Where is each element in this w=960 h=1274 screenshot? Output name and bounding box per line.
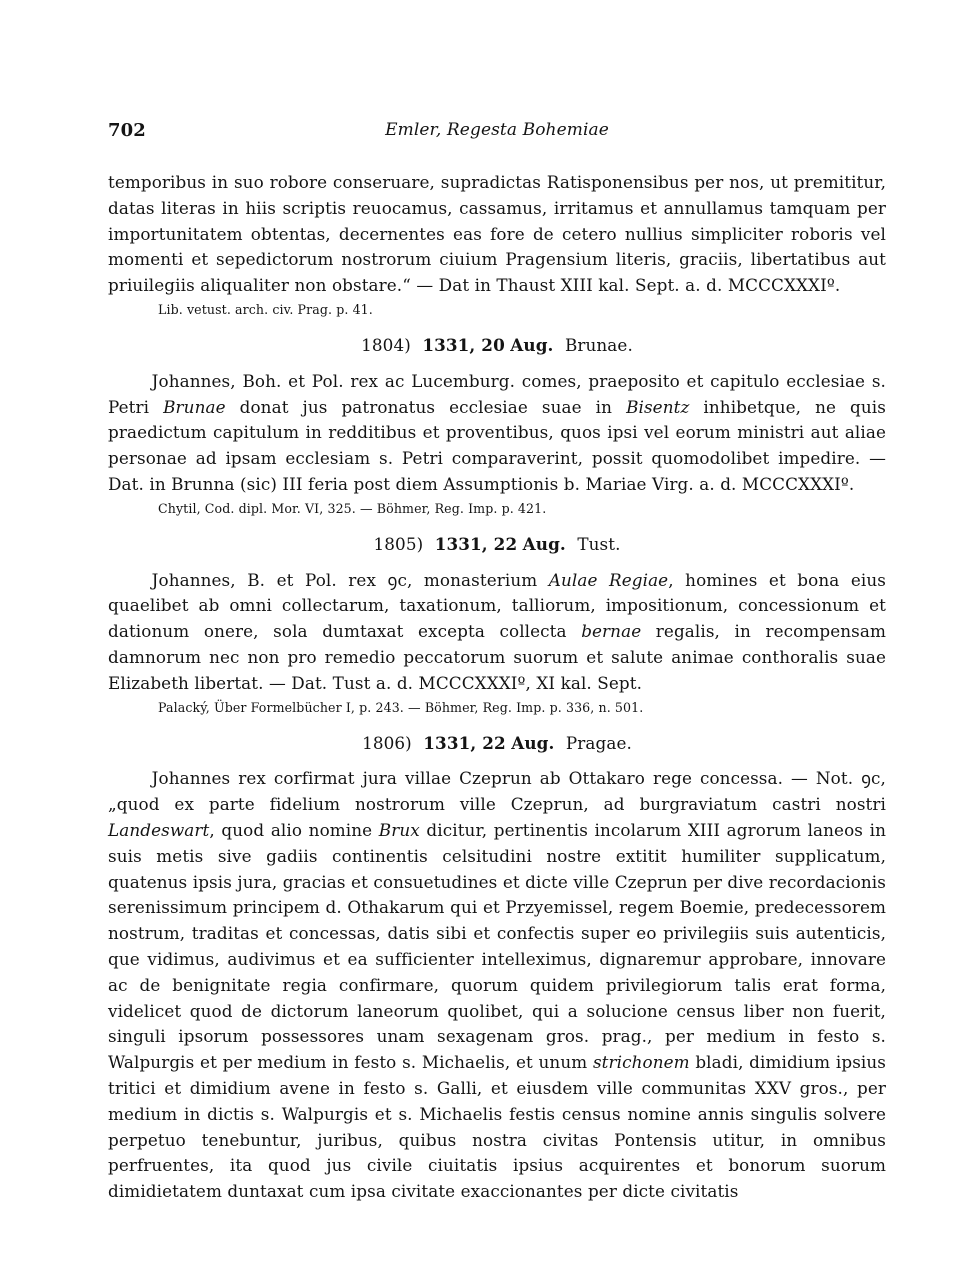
- page-number: 702: [108, 120, 146, 141]
- entry-number: 1805): [373, 533, 424, 554]
- entry-place: Brunae.: [564, 334, 633, 355]
- entry-heading: [108, 333, 886, 359]
- italic-term: bernae: [581, 621, 642, 642]
- running-header: [108, 118, 886, 148]
- text-segment: dicitur, pertinentis incolarum XIII agrorum laneos in suis metis sive gadiis continentis celsitudini nostre extitit humiliter supplicatum, quatenus ipsis jura, gracias et consuetudines et dicte ville Czeprun per dive recordacionis serenissimum principem d. Othakarum qui et Przyemissel, regem Boemie, predecessorem nostrum, traditas et concessas, datis sibi et confectis super eo privilegiis suis autenticis, que vidimus, audivimus et ea sufficienter intelleximus, dignaremur approbare, innovare ac de benignitate regia confirmare, quorum quidem privilegiorum talis erat forma, videlicet quod de dictorum laneorum quolibet, qui a solucione census liber non fuerit, singuli ipsorum possessores unam sexagenam gros. prag., per medium in festo s. Walpurgis et per medium in festo s. Michaelis, et unum: [108, 819, 886, 1073]
- entry-month: Aug.: [510, 334, 554, 355]
- text-segment: Johannes, B. et Pol. rex ꝯc, monasterium: [151, 569, 549, 590]
- italic-place-name: Aulae Regiae: [548, 569, 669, 590]
- entry-number: 1806): [362, 732, 412, 753]
- source-citation: Chytil, Cod. dipl. Mor. VI, 325. — Böhmer, Reg. Imp. p. 421.: [158, 500, 547, 516]
- continuation-paragraph: temporibus in suo robore conseruare, supradictas Ratisponensibus per nos, ut premititur, datas literas in hiis scriptis reuocamus, cassamus, irritamus et annullamus tamquam per importunitatem obtentas, decernentes eas fore de cetero nullius simpliciter roboris vel momenti et sepedictorum nostrorum ciuium Pragensium literis, graciis, libertatibus aut priuilegiis aliqualiter non obstare.“ — Dat in Thaust XIII kal. Sept. a. d. MCCCXXXIº.: [108, 172, 886, 296]
- entry-place: Tust.: [577, 533, 621, 554]
- entry-place: Pragae.: [565, 732, 632, 753]
- entry-text: [108, 766, 886, 1205]
- text-segment: bladi, dimidium ipsius tritici et dimidium avene in festo s. Galli, et eiusdem ville communitas XXV gros., per medium in dictis s. Walpurgis et s. Michaelis festis census nomine annis singulis solvere perpetuo tenebuntur, juribus, quibus nostra civitas Pontensis utitur, in omnibus perfruentes, ita quod jus civile ciuitatis ipsius acquirentes et bonorum suorum dimidietatem duntaxat cum ipsa civitate exaccionantes per dicte civitatis: [108, 1052, 886, 1202]
- source-citation: Palacký, Über Formelbücher I, p. 243. — Böhmer, Reg. Imp. p. 336, n. 501.: [158, 699, 644, 715]
- entry-date: 1331, 22: [434, 533, 518, 554]
- entry-heading: [108, 532, 886, 558]
- entry-month: Aug.: [522, 533, 566, 554]
- entry-number: 1804): [361, 334, 411, 355]
- entry-text: [108, 568, 886, 697]
- entry-month: Aug.: [511, 732, 555, 753]
- text-segment: regalis, in recompensam damnorum nec non pro remedio peccatorum suorum et salute animae conthoralis suae Elizabeth libertat. — Dat. Tust a. d. MCCCXXXIº, XI kal. Sept.: [108, 621, 886, 693]
- text-segment: Johannes rex corfirmat jura villae Czeprun ab Ottakaro rege concessa. — Not. ꝯc, „quod ex parte fidelium nostrorum ville Czeprun, ad burgraviatum castri nostri: [108, 768, 886, 815]
- italic-place-name: Brunae: [163, 396, 226, 417]
- entry-heading: [108, 731, 886, 757]
- italic-term: strichonem: [592, 1052, 690, 1073]
- running-title: Emler, Regesta Bohemiae: [385, 120, 609, 140]
- text-segment: donat jus patronatus ecclesiae suae in: [225, 396, 627, 417]
- italic-place-name: Brux: [378, 819, 420, 840]
- entry-date: 1331, 22: [423, 732, 506, 753]
- document-page: [108, 118, 886, 1205]
- text-segment: Johannes, Boh. et Pol. rex ac Lucemburg. comes, praeposito et capitulo ecclesiae s. Petri: [108, 370, 886, 417]
- text-segment: , homines et bona eius quaelibet ab omni collectarum, taxationum, talliorum, impositionum, concessionum et dationum onere, sola dumtaxat excepta collecta: [108, 569, 886, 642]
- italic-place-name: Landeswart: [108, 819, 210, 840]
- italic-place-name: Bisentz: [626, 396, 690, 417]
- entry-date: 1331, 20: [422, 334, 505, 355]
- entry-text: [108, 369, 886, 498]
- text-segment: inhibetque, ne quis praedictum capitulum in redditibus et proventibus, quos ipsi vel eorum ministri aut aliae personae ad ipsam ecclesiam s. Petri comparaverint, possit quomodolibet impedire. — Dat. in Brunna (sic) III feria post diem Assumptionis b. Mariae Virg. a. d. MCCCXXXIº.: [108, 396, 886, 494]
- text-segment: , quod alio nomine: [209, 819, 379, 840]
- source-citation: Lib. vetust. arch. civ. Prag. p. 41.: [158, 301, 373, 317]
